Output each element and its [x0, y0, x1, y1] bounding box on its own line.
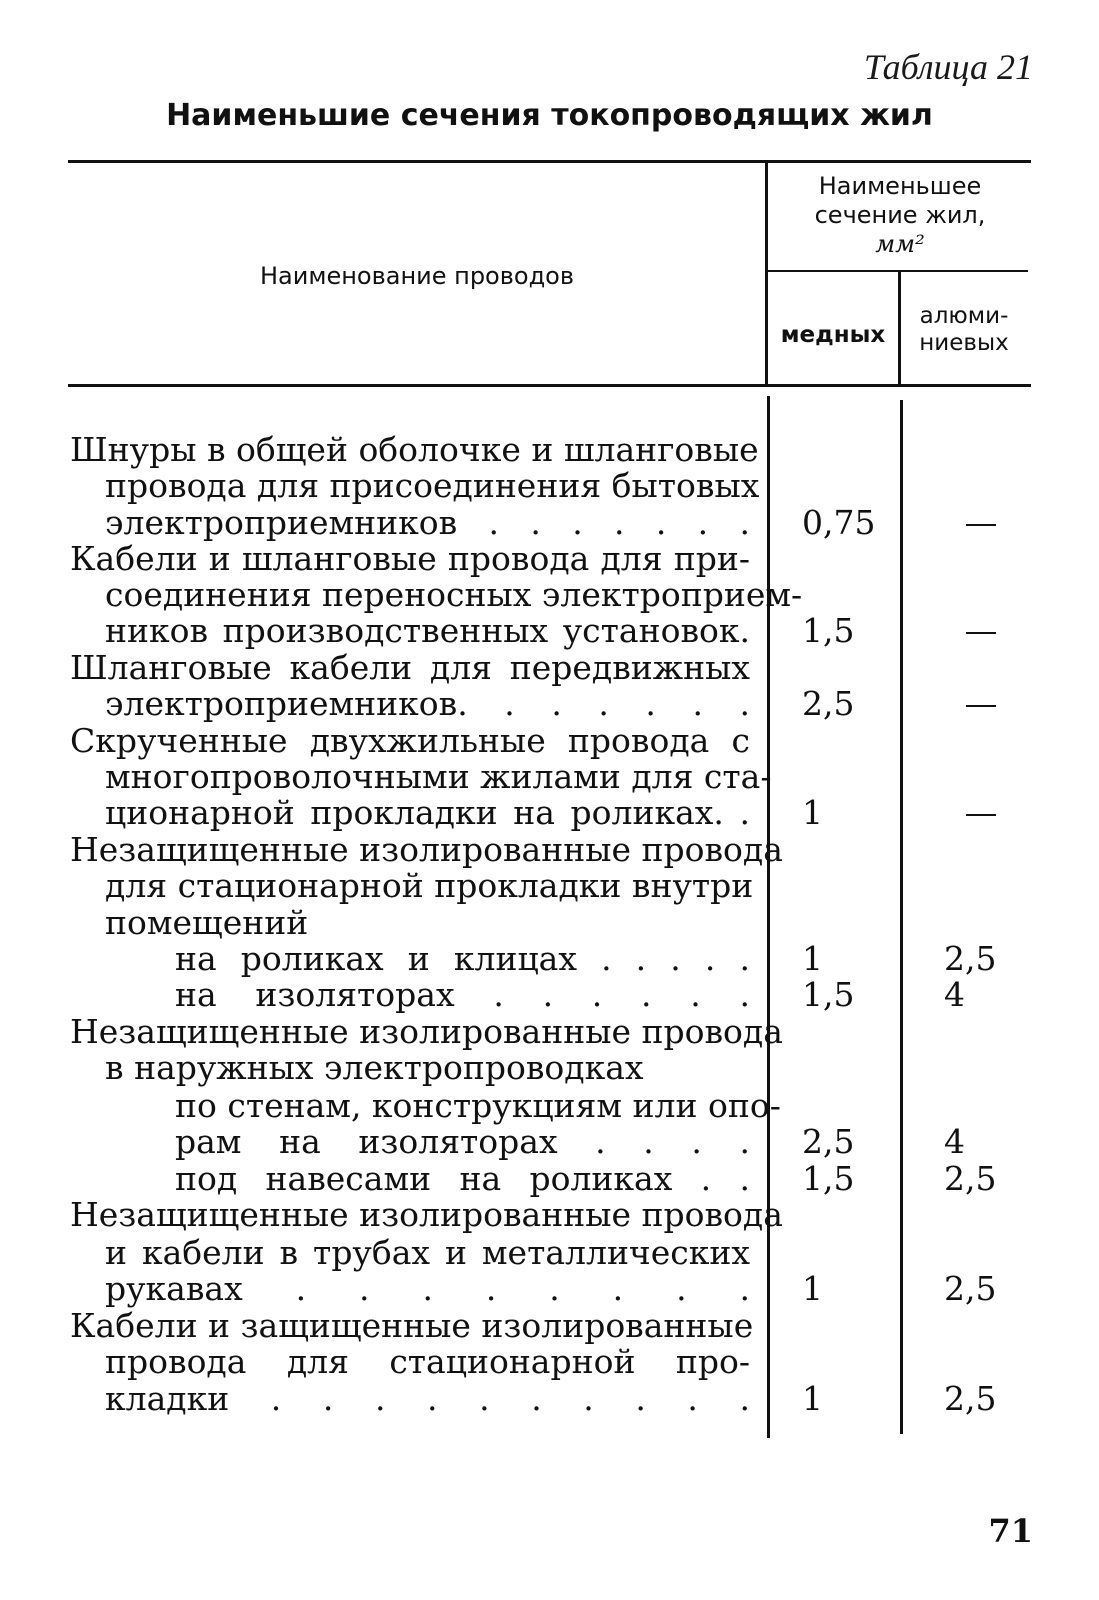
header-name-column: Наименование проводов	[260, 262, 574, 290]
copper-section-value: 1	[802, 1269, 823, 1308]
aluminum-section-value: 2,5	[944, 1379, 997, 1418]
header-copper: медных	[780, 322, 886, 348]
header-section-unit: мм²	[875, 230, 925, 258]
copper-section-value: 1	[802, 1379, 823, 1418]
aluminum-section-value: 2,5	[944, 1159, 997, 1198]
table-row	[0, 1088, 1099, 1124]
row-description: Незащищенные изолированные провода	[70, 1012, 783, 1051]
table-row	[0, 613, 1099, 649]
table-row	[0, 1124, 1099, 1160]
row-description: ционарной прокладки на роликах. .	[105, 793, 750, 832]
row-description: Незащищенные изолированные провода	[70, 1195, 783, 1234]
table-row	[0, 1344, 1099, 1380]
row-description: кладки . . . . . . . . . .	[105, 1379, 750, 1418]
table-row	[0, 723, 1099, 759]
table-row	[0, 1271, 1099, 1307]
aluminum-not-applicable-dash	[966, 524, 996, 526]
row-description: многопроволочными жилами для ста-	[105, 757, 772, 796]
table-row	[0, 650, 1099, 686]
row-description: Шнуры в общей оболочке и шланговые	[70, 430, 759, 469]
table-row	[0, 1197, 1099, 1233]
top-rule	[68, 160, 1031, 163]
row-description: рам на изоляторах . . . .	[175, 1122, 750, 1161]
row-description: на роликах и клицах . . . . .	[175, 939, 750, 978]
table-row	[0, 577, 1099, 613]
row-description: Шланговые кабели для передвижных	[70, 648, 750, 687]
page-number: 71	[988, 1512, 1033, 1550]
header-alu-line1: алюми-	[919, 303, 1009, 329]
table-label: Таблица 21	[863, 47, 1033, 87]
row-description: по стенам, конструкциям или опо-	[175, 1086, 781, 1125]
table-row	[0, 686, 1099, 722]
row-description: провода для стационарной про-	[105, 1342, 750, 1381]
aluminum-not-applicable-dash	[966, 705, 996, 707]
table-row	[0, 468, 1099, 504]
aluminum-section-value: 4	[944, 975, 965, 1014]
table-row	[0, 941, 1099, 977]
header-divider-vertical	[765, 163, 768, 385]
table-row	[0, 868, 1099, 904]
row-description: на изоляторах . . . . . .	[175, 975, 750, 1014]
aluminum-section-value: 2,5	[944, 1269, 997, 1308]
copper-section-value: 1,5	[802, 1159, 855, 1198]
table-row	[0, 832, 1099, 868]
copper-section-value: 2,5	[802, 684, 855, 723]
row-description: провода для присоединения бытовых	[105, 466, 760, 505]
copper-section-value: 1,5	[802, 611, 855, 650]
row-description: электроприемников. . . . . . .	[105, 684, 750, 723]
row-description: Незащищенные изолированные провода	[70, 830, 783, 869]
table-row	[0, 1381, 1099, 1417]
row-description: под навесами на роликах . .	[175, 1159, 750, 1198]
row-description: в наружных электропроводках	[105, 1048, 644, 1087]
table-row	[0, 1235, 1099, 1271]
table-row	[0, 977, 1099, 1013]
row-description: рукавах . . . . . . . .	[105, 1269, 750, 1308]
header-section-column	[774, 172, 1026, 259]
row-description: помещений	[105, 903, 309, 942]
row-description: Скрученные двухжильные провода с	[70, 721, 750, 760]
aluminum-not-applicable-dash	[966, 632, 996, 634]
copper-section-value: 2,5	[802, 1122, 855, 1161]
subheader-divider-vertical	[898, 272, 901, 385]
table-row	[0, 1014, 1099, 1050]
row-description: Кабели и шланговые провода для при-	[70, 539, 750, 578]
aluminum-section-value: 4	[944, 1122, 965, 1161]
table-row	[0, 1161, 1099, 1197]
table-row	[0, 1308, 1099, 1344]
copper-section-value: 1	[802, 793, 823, 832]
aluminum-not-applicable-dash	[966, 814, 996, 816]
table-row	[0, 432, 1099, 468]
header-section-line2: сечение жил,	[814, 201, 986, 229]
table-row	[0, 905, 1099, 941]
row-description: для стационарной прокладки внутри	[105, 866, 754, 905]
copper-section-value: 1,5	[802, 975, 855, 1014]
table-title: Наименьшие сечения токопроводящих жил	[166, 98, 933, 133]
header-bottom-rule	[68, 384, 1031, 387]
aluminum-section-value: 2,5	[944, 939, 997, 978]
row-description: электроприемников . . . . . . .	[105, 503, 750, 542]
table-row	[0, 541, 1099, 577]
header-aluminum	[903, 303, 1025, 357]
header-section-line1: Наименьшее	[818, 172, 982, 200]
row-description: и кабели в трубах и металлических	[105, 1233, 750, 1272]
copper-section-value: 0,75	[802, 503, 876, 542]
table-row	[0, 759, 1099, 795]
table-row	[0, 505, 1099, 541]
header-alu-line2: ниевых	[919, 330, 1009, 356]
table-row	[0, 1050, 1099, 1086]
row-description: ников производственных установок.	[105, 611, 750, 650]
row-description: соединения переносных электроприем-	[105, 575, 803, 614]
row-description: Кабели и защищенные изолированные	[70, 1306, 754, 1345]
table-row	[0, 795, 1099, 831]
copper-section-value: 1	[802, 939, 823, 978]
